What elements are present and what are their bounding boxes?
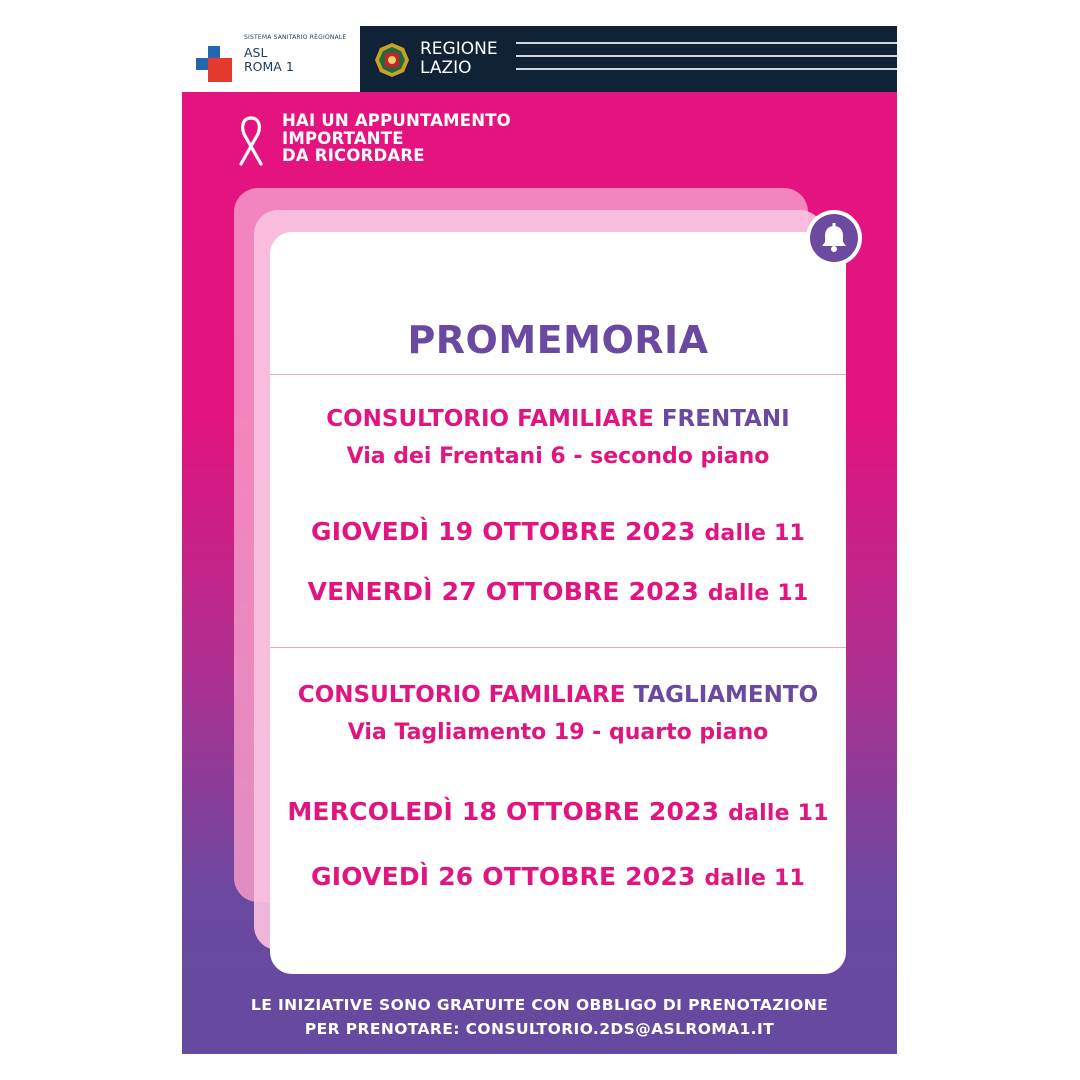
time-text: dalle 11: [728, 801, 829, 826]
asl-name-line2: ROMA 1: [244, 59, 294, 74]
region-name-line2: LAZIO: [420, 58, 472, 78]
tagline: [282, 112, 511, 165]
time-text: dalle 11: [707, 581, 809, 606]
appointment-date: [270, 517, 846, 546]
bell-circle: [810, 214, 858, 262]
time-text: dalle 11: [704, 866, 805, 891]
clinic-name-prefix: CONSULTORIO FAMILIARE: [326, 406, 662, 432]
footer-line2: PER PRENOTARE: CONSULTORIO.2DS@ASLROMA1.IT: [304, 1020, 775, 1038]
time-text: dalle 11: [704, 521, 805, 546]
region-emblem-icon: [374, 42, 410, 78]
asl-system-label: SISTEMA SANITARIO REGIONALE: [244, 34, 347, 41]
appointment-date: [270, 577, 846, 606]
region-name-line1: REGIONE: [420, 39, 498, 59]
header: [182, 26, 897, 92]
clinic-name-tagliamento: [270, 682, 846, 708]
tagline-line2: IMPORTANTE: [282, 128, 404, 148]
divider: [270, 647, 846, 648]
cross-icon: [196, 46, 232, 82]
clinic-name-frentani: [270, 406, 846, 432]
appointment-date: [270, 797, 846, 826]
bell-badge: [806, 210, 862, 266]
footer-line1: LE INIZIATIVE SONO GRATUITE CON OBBLIGO DI PRENOTAZIONE: [250, 996, 829, 1014]
date-text: VENERDÌ 27 OTTOBRE 2023: [307, 577, 699, 606]
divider: [270, 374, 846, 375]
ribbon-icon: [234, 114, 268, 168]
appointment-date: [270, 862, 846, 891]
clinic-address-tagliamento: Via Tagliamento 19 - quarto piano: [347, 720, 769, 745]
clinic-name-prefix: CONSULTORIO FAMILIARE: [297, 682, 634, 708]
date-text: GIOVEDÌ 26 OTTOBRE 2023: [311, 862, 696, 891]
clinic-address-frentani: Via dei Frentani 6 - secondo piano: [346, 444, 770, 469]
asl-name: [244, 46, 294, 74]
header-decor-lines: [516, 42, 897, 78]
card-title: PROMEMORIA: [407, 318, 709, 362]
asl-name-line1: ASL: [244, 45, 268, 60]
clinic-name-highlight: FRENTANI: [661, 406, 790, 432]
date-text: GIOVEDÌ 19 OTTOBRE 2023: [311, 517, 696, 546]
region-name: [420, 40, 498, 78]
bell-icon: [810, 214, 858, 262]
tagline-line1: HAI UN APPUNTAMENTO: [282, 111, 511, 130]
clinic-name-highlight: TAGLIAMENTO: [633, 682, 819, 708]
tagline-line3: DA RICORDARE: [282, 146, 425, 165]
date-text: MERCOLEDÌ 18 OTTOBRE 2023: [287, 797, 720, 826]
poster: [182, 26, 897, 1054]
asl-logo: [182, 26, 360, 92]
reminder-card: [270, 232, 846, 974]
